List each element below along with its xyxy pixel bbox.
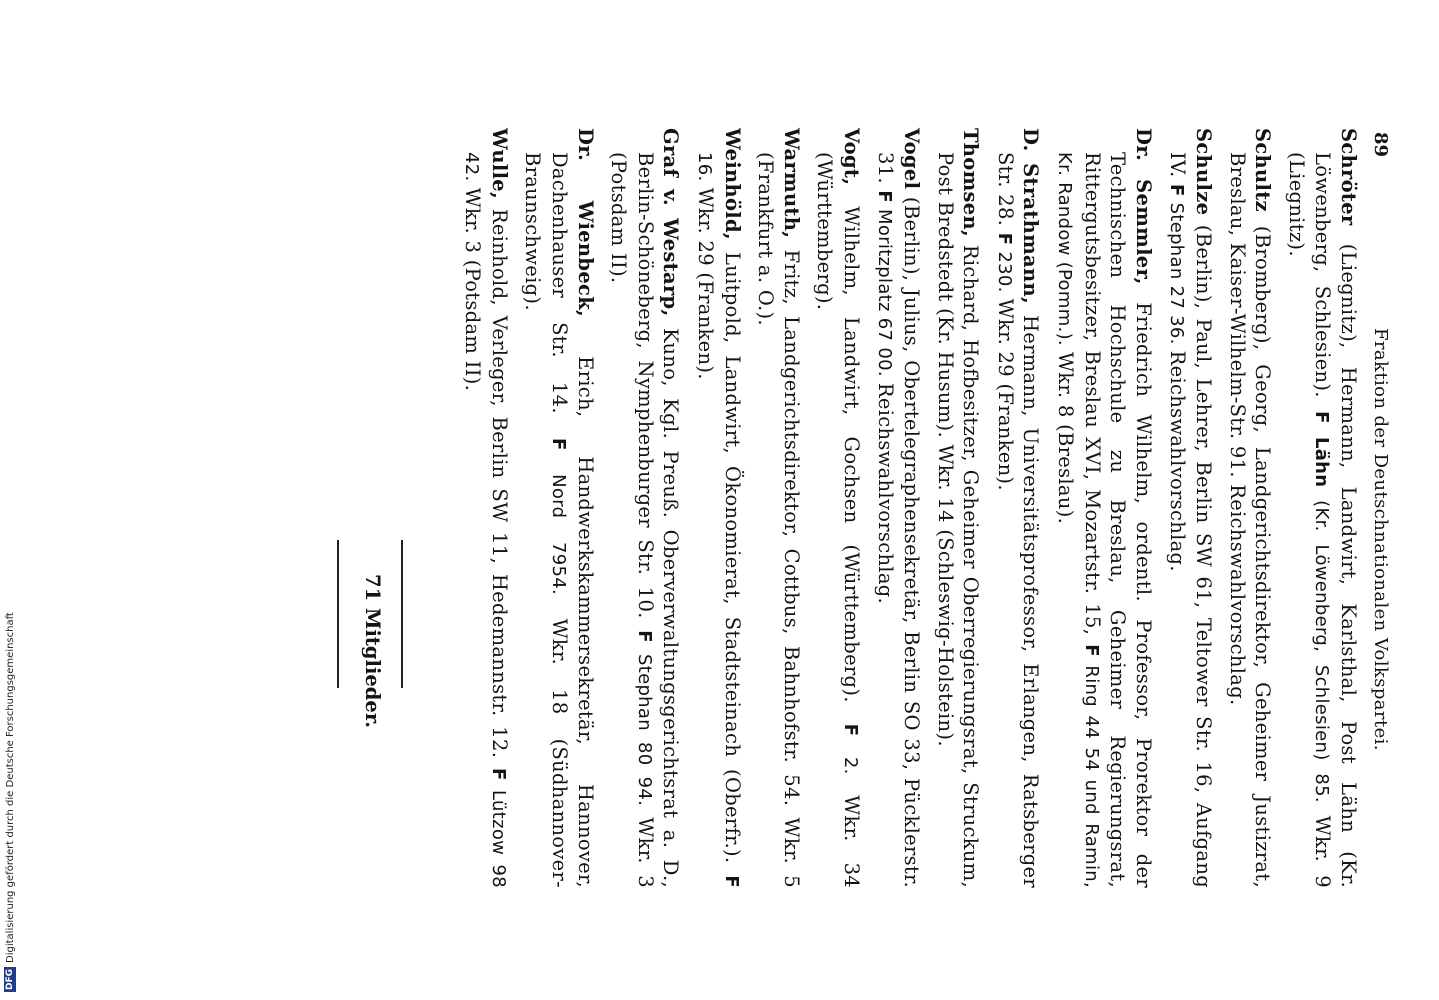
- member-name: Schultz: [1251, 128, 1275, 212]
- electoral-district: Wkr. 3 (Potsdam II).: [461, 187, 485, 392]
- electoral-district: Wkr. 3 (Potsdam II).: [607, 152, 657, 888]
- member-name: Schulze: [1192, 128, 1216, 216]
- member-entry: [1283, 128, 1361, 888]
- member-entry: [872, 128, 924, 888]
- member-name: Weinhöld,: [720, 128, 744, 241]
- phone-number: Moritzplatz 67 00.: [874, 203, 896, 383]
- phone-label: F: [633, 630, 655, 643]
- member-details: Hermann, Universitätsprofessor, Erlangen, Ratsberger Str. 28.: [993, 152, 1043, 888]
- electoral-district: Wkr. 18 (Südhannover-Braunschweig).: [521, 152, 571, 888]
- member-name: Schröter: [1337, 128, 1360, 226]
- member-name: Dr. Wienbeck,: [573, 128, 597, 318]
- electoral-district: Reichswahlvorschlag.: [1166, 350, 1190, 572]
- member-details: Richard, Hofbesitzer, Geheimer Oberregierungsrat, Struckum, Post Bredstedt (Kr. Husum).: [933, 152, 983, 888]
- phone-label: F: [1166, 183, 1188, 197]
- phone-label: F: [993, 232, 1015, 246]
- phone-number: 230.: [993, 245, 1015, 299]
- phone-label: F Lähn: [1311, 411, 1333, 488]
- phone-label: F: [487, 768, 509, 781]
- member-entry: [606, 128, 684, 888]
- member-details: (Liegnitz), Hermann, Landwirt, Karlsthal, Post Lähn (Kr. Löwenberg, Schlesien).: [1311, 152, 1360, 888]
- divider-rule: [337, 540, 339, 688]
- member-entry: [459, 128, 512, 888]
- phone-number: 16.: [693, 152, 715, 188]
- member-entry: [1051, 128, 1155, 888]
- funding-note: [4, 592, 17, 992]
- electoral-district: Reichswahlvorschlag.: [874, 382, 898, 605]
- rotated-page-content: [295, 128, 1395, 888]
- page-header: [1361, 128, 1395, 888]
- phone-label: F: [1080, 644, 1102, 657]
- phone-number: 2.: [839, 736, 861, 796]
- electoral-district: Wkr. 9 (Liegnitz).: [1284, 152, 1335, 888]
- member-name: Thomsen,: [959, 128, 983, 238]
- phone-label: F: [839, 723, 861, 737]
- member-details: (Bromberg), Georg, Landgerichtsdirektor, Geheimer Justizrat, Breslau, Kaiser-Wilhelm-Str. 91. Reichswahlvorschlag.: [1225, 152, 1275, 888]
- member-details: Kuno, Kgl. Preuß. Oberverwaltungsgerichtsrat a. D., Berlin-Schöneberg, Nymphenburger Str. 10.: [633, 152, 683, 888]
- electoral-district: Wkr. 5 (Frankfurt a. O.).: [754, 152, 803, 888]
- electoral-district: Wkr. 8 (Breslau).: [1054, 351, 1078, 525]
- member-details: Luitpold, Landwirt, Ökonomierat, Stadtsteinach (Oberfr.).: [720, 240, 744, 876]
- member-name: Wulle,: [487, 128, 511, 200]
- running-title: Fraktion der Deutschnationalen Volkspartei.: [1370, 328, 1391, 751]
- phone-label: F: [547, 437, 569, 451]
- page-number: 89: [1370, 132, 1391, 158]
- member-name: D. Strathmann,: [1019, 128, 1043, 305]
- member-entry: [1224, 128, 1275, 888]
- member-name: Warmuth,: [779, 128, 803, 239]
- divider-rule: [401, 540, 403, 688]
- member-entry: [1164, 128, 1216, 888]
- funding-note-text: Digitalisierung gefördert durch die Deutsche Forschungsgemeinschaft: [5, 612, 16, 963]
- member-name: Graf v. Westarp,: [659, 128, 683, 317]
- member-details: (Berlin), Julius, Obertelegraphensekretär, Berlin SO 33, Pücklerstr. 31.: [874, 152, 924, 888]
- phone-number: (Kr. Löwenberg, Schlesien) 85.: [1311, 487, 1333, 816]
- member-name: Dr. Semmler,: [1131, 128, 1155, 285]
- member-entry: [753, 128, 804, 888]
- electoral-district: Wkr. 29 (Franken).: [993, 298, 1017, 491]
- phone-number: Nord 7954.: [547, 450, 569, 619]
- phone-number: Stephan 80 94.: [633, 642, 655, 818]
- electoral-district: Wkr. 14 (Schleswig-Holstein).: [933, 444, 957, 747]
- member-details: Friedrich Wilhelm, ordentl. Professor, Prorektor der Technischen Hochschule zu Breslau, Geheimer Regierungsrat, Rittergutsbesitzer, Breslau XVI, Mozartstr. 15,: [1080, 152, 1155, 888]
- member-entry: [520, 128, 598, 888]
- member-entry: [691, 128, 744, 888]
- electoral-district: Wkr. 29 (Franken).: [693, 187, 717, 380]
- member-name: Vogt,: [839, 128, 863, 186]
- phone-number: Lützow 98 42.: [461, 152, 509, 888]
- member-details: Reinhold, Verleger, Berlin SW 11, Hedemannstr. 12.: [487, 199, 511, 769]
- electoral-district: Wkr. 34 (Württemberg).: [813, 152, 863, 888]
- member-details: Erich, Handwerkskammersekretär, Hannover, Dachenhauser Str. 14.: [547, 152, 597, 888]
- phone-label: F: [874, 190, 896, 204]
- member-entry: [991, 128, 1043, 888]
- member-count: 71 Mitglieder.: [360, 574, 384, 729]
- member-name: Vogel: [900, 128, 924, 190]
- dfg-logo: DFG: [5, 968, 15, 990]
- member-entry: [932, 128, 983, 888]
- member-list: [459, 128, 1361, 888]
- member-details: Fritz, Landgerichtsdirektor, Cottbus, Bahnhofstr. 54.: [779, 238, 803, 818]
- phone-label: F: [720, 875, 742, 888]
- phone-number: Ring 44 54 und Ramin, Kr. Randow (Pomm.).: [1054, 152, 1102, 888]
- member-details: Wilhelm, Landwirt, Gochsen (Württemberg).: [839, 185, 863, 724]
- member-entry: [812, 128, 864, 888]
- member-details: (Berlin), Paul, Lehrer, Berlin SW 61, Teltower Str. 16, Aufgang IV.: [1166, 152, 1216, 888]
- phone-number: Stephan 27 36.: [1166, 196, 1188, 351]
